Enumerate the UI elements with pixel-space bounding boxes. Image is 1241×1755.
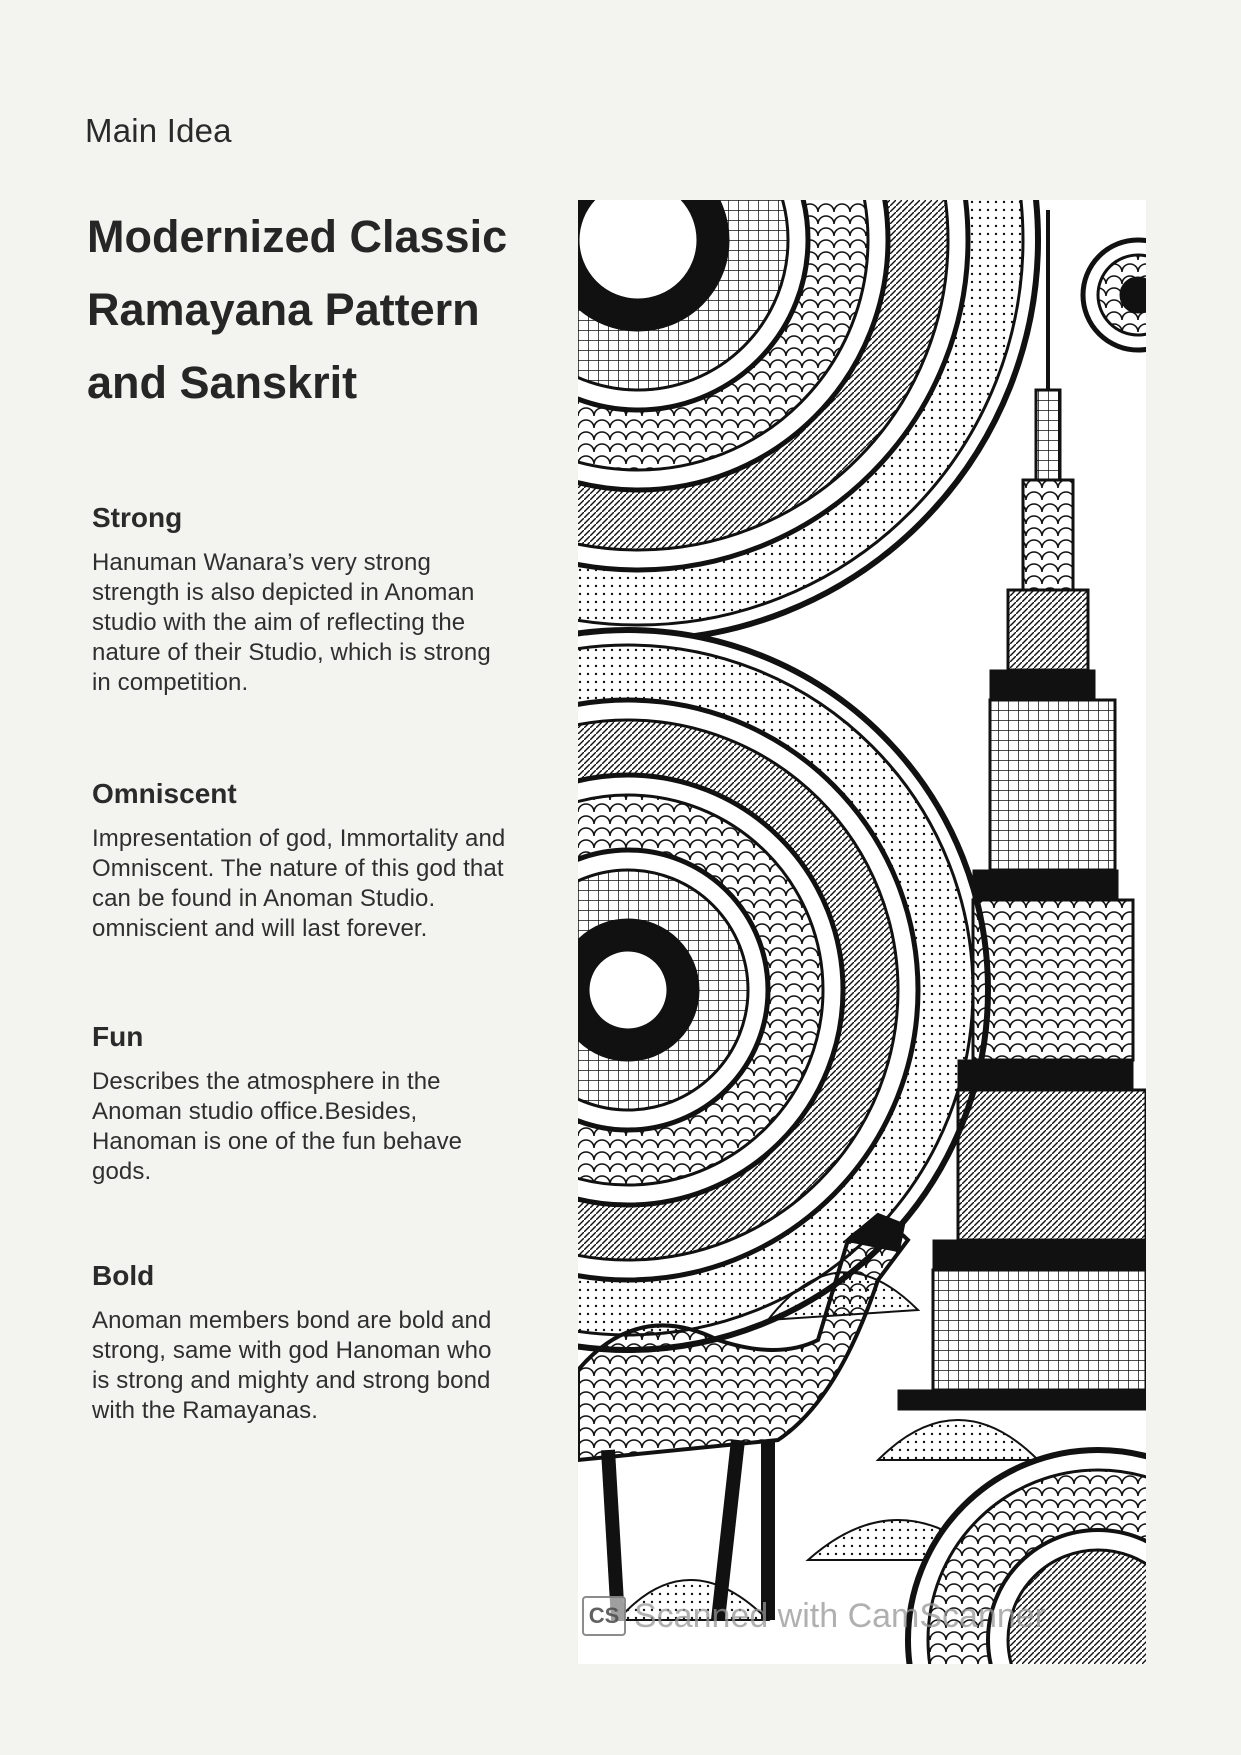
section-heading: Omniscent [92,778,237,809]
section-body: Describes the atmosphere in the Anoman studio office.Besides, Hanoman is one of the fun behave gods. [92,1068,463,1185]
section-heading: Fun [92,1021,144,1052]
section-heading: Strong [92,502,183,533]
camscanner-logo-icon: CS [582,1596,626,1636]
section-fun [92,1021,512,1187]
section-body: Anoman members bond are bold and strong, same with god Hanoman who is strong and mighty and strong bond with the Ramayanas. [92,1307,492,1424]
mandala-small [1083,240,1146,350]
section-omniscent [92,778,512,944]
main-idea-label: Main Idea [85,112,232,149]
section-heading: Bold [92,1260,155,1291]
mandala-middle [578,630,988,1350]
section-strong [92,502,512,698]
camscanner-watermark [578,1596,1146,1636]
artwork-illustration [578,200,1146,1664]
section-body: Hanuman Wanara’s very strong strength is also depicted in Anoman studio with the aim of reflecting the nature of their Studio, which is strong in competition. [92,549,491,696]
section-bold [92,1260,512,1426]
page-title: Modernized Classic Ramayana Pattern and Sanskrit [87,211,508,408]
mandala-top [578,200,1038,640]
section-body: Impresentation of god, Immortality and Omniscent. The nature of this god that can be found in Anoman Studio. omniscient and will last forever. [92,825,506,942]
watermark-text: Scanned with CamScanner [634,1596,1047,1635]
mandala-artwork [578,200,1146,1664]
